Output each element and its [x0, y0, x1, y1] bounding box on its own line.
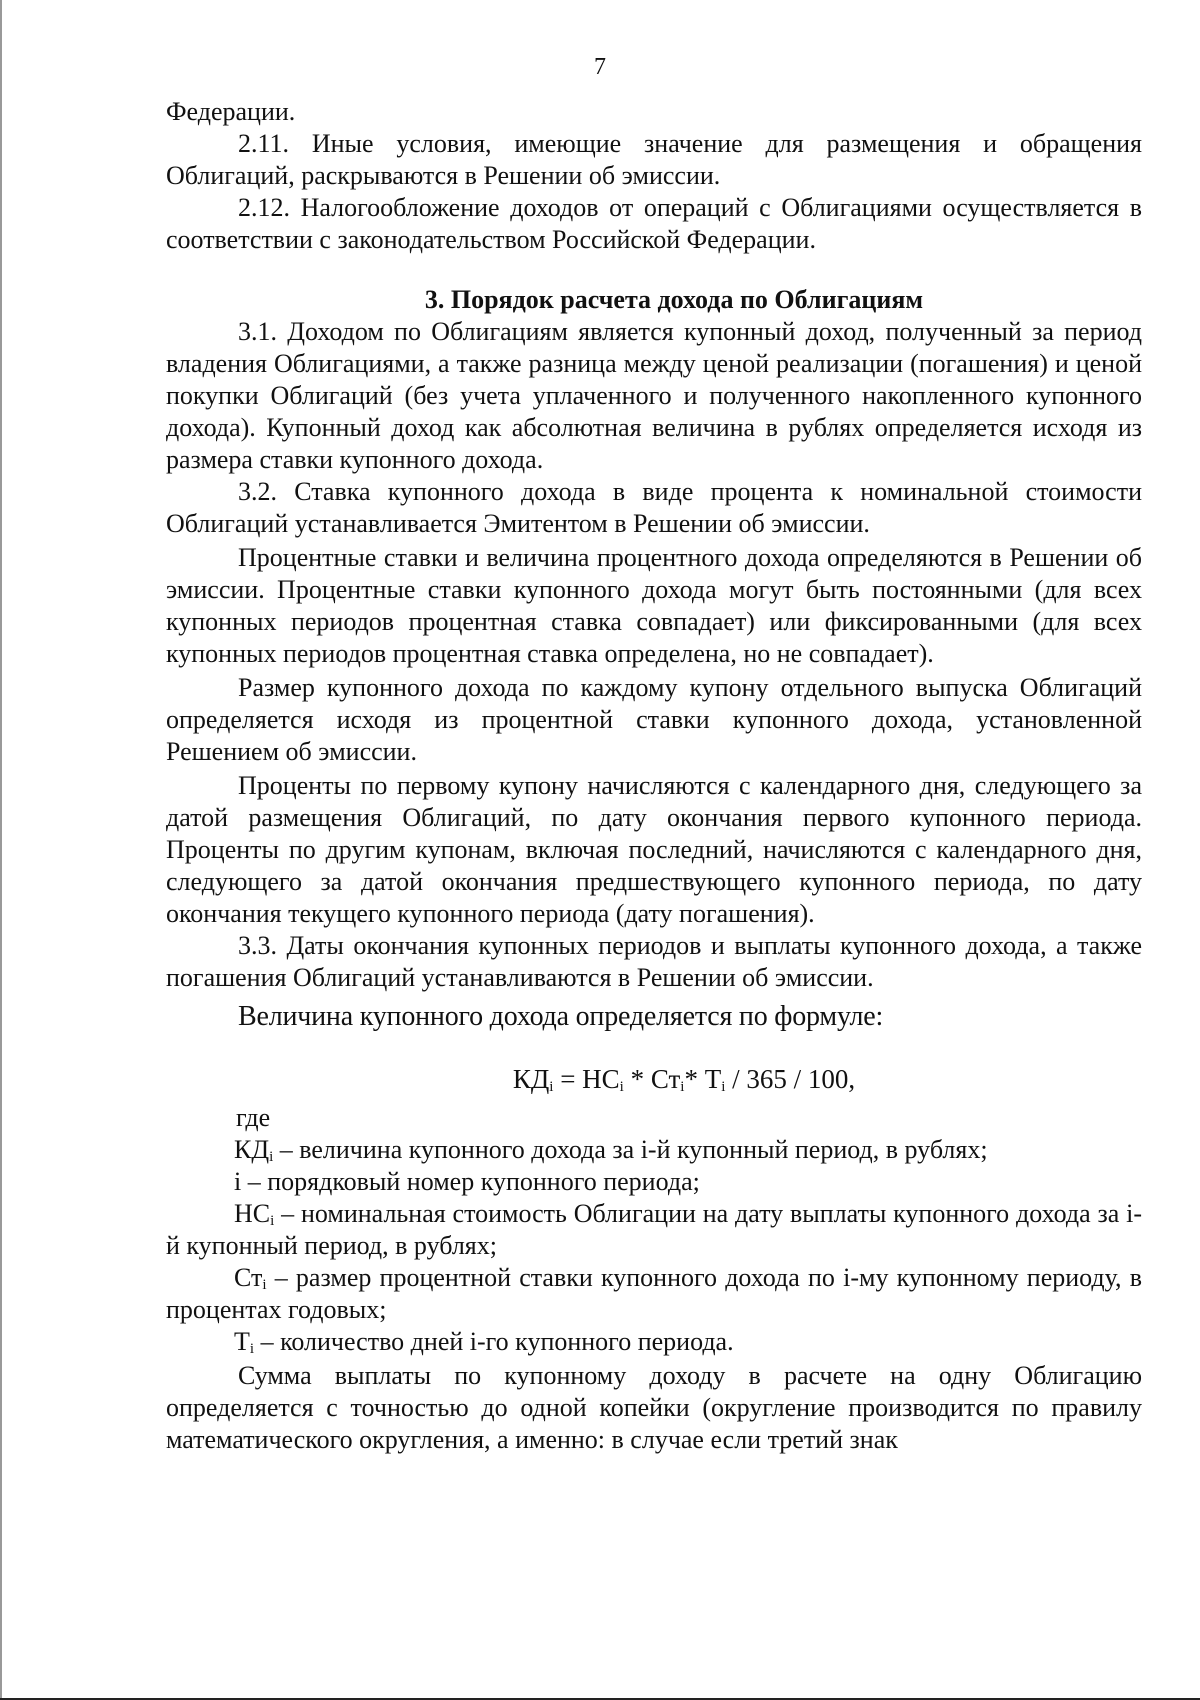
paragraph-3-3: 3.3. Даты окончания купонных периодов и выплаты купонного дохода, а также погашения Облигаций устанавливаются в Решении об эмиссии.	[166, 931, 1142, 992]
formula-sub: i	[549, 1079, 554, 1095]
definition-t	[166, 1326, 1142, 1358]
paragraph-continuation: Федерации.	[166, 97, 296, 126]
definition-nc	[166, 1198, 1142, 1262]
formula-sub: i	[721, 1079, 726, 1095]
def-nc-text: – номинальная стоимость Облигации на дату выплаты купонного дохода за i-й купонный период, в рублях;	[166, 1199, 1142, 1260]
def-t-symbol: Т	[234, 1327, 250, 1356]
coupon-formula	[166, 1062, 1142, 1096]
paragraph-2-11: 2.11. Иные условия, имеющие значение для размещения и обращения Облигаций, раскрываются в Решении об эмиссии.	[166, 129, 1142, 190]
paragraph-rates: Процентные ставки и величина процентного дохода определяются в Решении об эмиссии. Процентные ставки купонного дохода могут быть постоянными (для всех купонных периодов процентная ставка совпадает) или фиксированными (для всех купонных периодов процентная ставка определена, но не совпадает).	[166, 543, 1142, 668]
def-sub: i	[269, 1149, 274, 1165]
paragraph-3-2: 3.2. Ставка купонного дохода в виде процента к номинальной стоимости Облигаций устанавливается Эмитентом в Решении об эмиссии.	[166, 477, 1142, 538]
paragraph-interest-accrual: Проценты по первому купону начисляются с календарного дня, следующего за датой размещения Облигаций, по дату окончания первого купонного периода. Проценты по другим купонам, включая последний, начисляются с календарного дня, следующего за датой окончания предшествующего купонного периода, по дату окончания текущего купонного периода (дату погашения).	[166, 771, 1142, 928]
definition-kd	[166, 1134, 1142, 1166]
def-t-text: – количество дней i-го купонного периода.	[254, 1327, 734, 1356]
page-number: 7	[594, 54, 606, 80]
def-st-text: – размер процентной ставки купонного дохода по i-му купонному периоду, в процентах годовых;	[166, 1263, 1142, 1324]
def-sub: i	[270, 1213, 275, 1229]
formula-mul2: * Т	[684, 1064, 722, 1094]
definition-i: i – порядковый номер купонного периода;	[234, 1167, 700, 1196]
formula-tail: / 365 / 100,	[725, 1064, 856, 1094]
where-label: где	[236, 1103, 271, 1132]
def-nc-symbol: НС	[234, 1199, 271, 1228]
def-sub: i	[262, 1277, 267, 1293]
def-sub: i	[249, 1341, 255, 1357]
def-kd-symbol: КД	[234, 1135, 270, 1164]
formula-sub: i	[680, 1079, 685, 1095]
formula-eq: = НС	[553, 1064, 620, 1094]
section-heading: 3. Порядок расчета дохода по Облигациям	[424, 285, 924, 314]
scan-edge-left	[0, 0, 2, 1700]
def-st-symbol: Ст	[234, 1263, 263, 1292]
formula-kd: КД	[512, 1064, 550, 1094]
formula-mul1: * Ст	[623, 1064, 681, 1094]
formula-intro: Величина купонного дохода определяется по формуле:	[238, 1001, 884, 1032]
paragraph-coupon-size: Размер купонного дохода по каждому купону отдельного выпуска Облигаций определяется исходя из процентной ставки купонного дохода, установленной Решением об эмиссии.	[166, 673, 1142, 766]
definition-st	[166, 1262, 1142, 1326]
paragraph-2-12: 2.12. Налогообложение доходов от операций с Облигациями осуществляется в соответствии с законодательством Российской Федерации.	[166, 193, 1142, 254]
document-body	[166, 96, 1142, 1456]
paragraph-payment-amount: Сумма выплаты по купонному доходу в расчете на одну Облигацию определяется с точностью до одной копейки (округление производится по правилу математического округления, а именно: в случае если третий знак	[166, 1361, 1142, 1454]
def-kd-text: – величина купонного дохода за i-й купонный период, в рублях;	[273, 1135, 988, 1164]
formula-sub: i	[619, 1079, 624, 1095]
paragraph-3-1: 3.1. Доходом по Облигациям является купонный доход, полученный за период владения Облигациями, а также разница между ценой реализации (погашения) и ценой покупки Облигаций (без учета уплаченного и полученного накопленного купонного дохода). Купонный доход как абсолютная величина в рублях определяется исходя из размера ставки купонного дохода.	[166, 317, 1142, 474]
